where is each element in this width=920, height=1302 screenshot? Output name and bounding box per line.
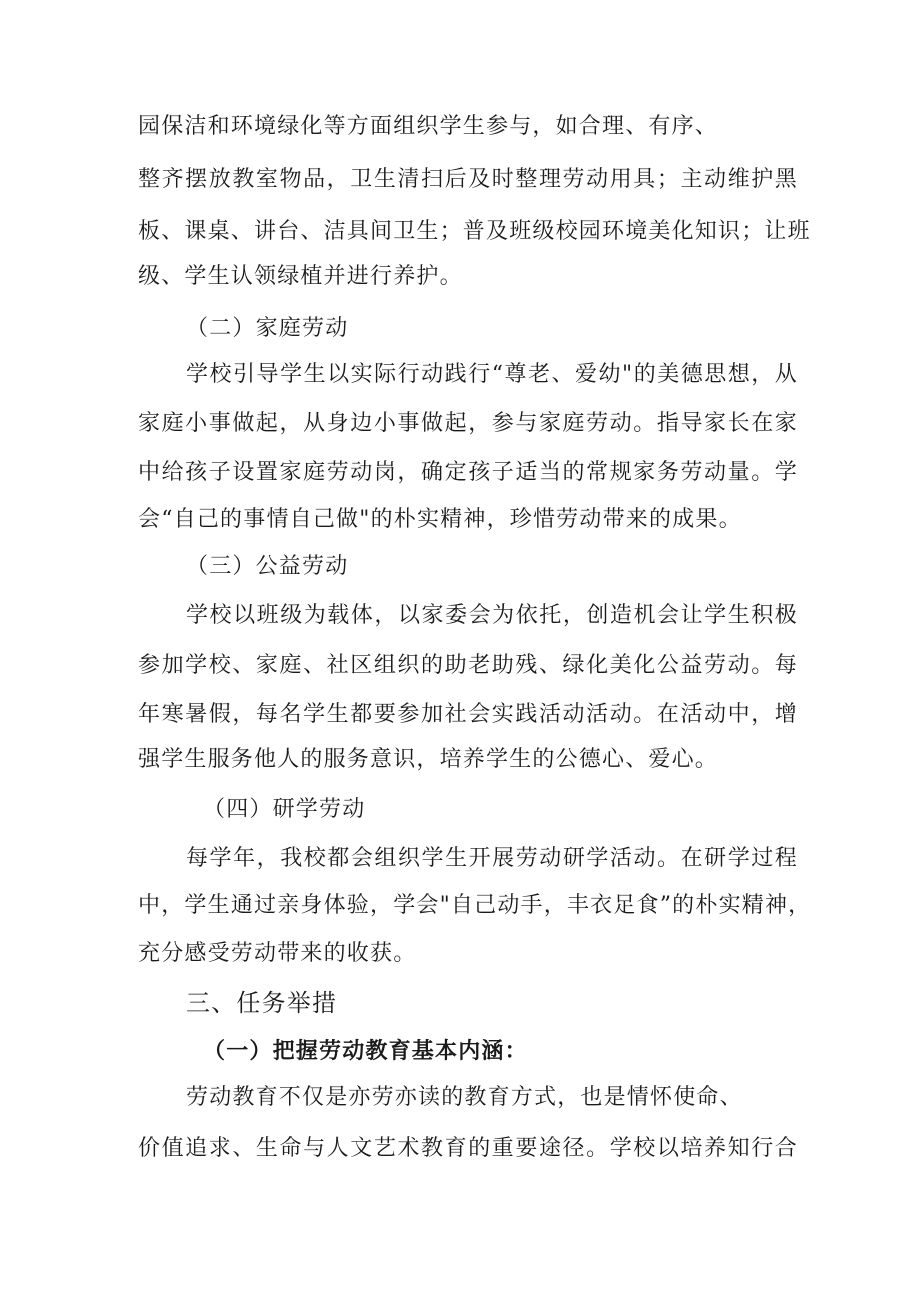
section-heading-task-measures: 三、任务举措	[186, 989, 338, 1017]
paragraph-line: 强学生服务他人的服务意识，培养学生的公德心、爱心。	[138, 747, 719, 772]
paragraph-line: 价值追求、生命与人文艺术教育的重要途径。学校以培养知行合	[138, 1136, 798, 1161]
paragraph-line: 板、课桌、讲台、洁具间卫生；普及班级校园环境美化知识；让班	[138, 219, 811, 244]
paragraph-line: 充分感受劳动带来的收获。	[138, 941, 417, 966]
subsection-heading-labor-education: （一）把握劳动教育基本内涵：	[203, 1039, 528, 1064]
subsection-heading-public-welfare: （三）公益劳动	[186, 554, 349, 579]
paragraph-line: 园保洁和环境绿化等方面组织学生参与，如合理、有序、	[138, 114, 719, 139]
paragraph-line: 中给孩子设置家庭劳动岗，确定孩子适当的常规家务劳动量。学	[138, 460, 798, 485]
paragraph-line: 整齐摆放教室物品，卫生清扫后及时整理劳动用具；主动维护黑	[138, 167, 798, 192]
paragraph-line: 学校以班级为载体，以家委会为依托，创造机会让学生积极	[186, 603, 798, 628]
paragraph-line: 参加学校、家庭、社区组织的助老助残、绿化美化公益劳动。每	[138, 653, 798, 678]
paragraph-line: 学校引导学生以实际行动践行“尊老、爱幼"的美德思想，从	[186, 362, 798, 387]
paragraph-line: 每学年，我校都会组织学生开展劳动研学活动。在研学过程	[186, 846, 798, 871]
paragraph-line: 年寒暑假，每名学生都要参加社会实践活动活动。在活动中，增	[138, 702, 798, 727]
paragraph-line: 劳动教育不仅是亦劳亦读的教育方式，也是情怀使命、	[186, 1085, 743, 1110]
paragraph-line: 级、学生认领绿植并进行养护。	[138, 264, 463, 289]
paragraph-line: 中，学生通过亲身体验，学会"自己动手，丰衣足食”的朴实精神，	[138, 893, 812, 918]
paragraph-line: 会“自己的事情自己做"的朴实精神，珍惜劳动带来的成果。	[138, 507, 742, 532]
paragraph-line: 家庭小事做起，从身边小事做起，参与家庭劳动。指导家长在家	[138, 411, 798, 436]
subsection-heading-study-labor: （四）研学劳动	[203, 797, 366, 822]
subsection-heading-family-labor: （二）家庭劳动	[186, 316, 349, 341]
